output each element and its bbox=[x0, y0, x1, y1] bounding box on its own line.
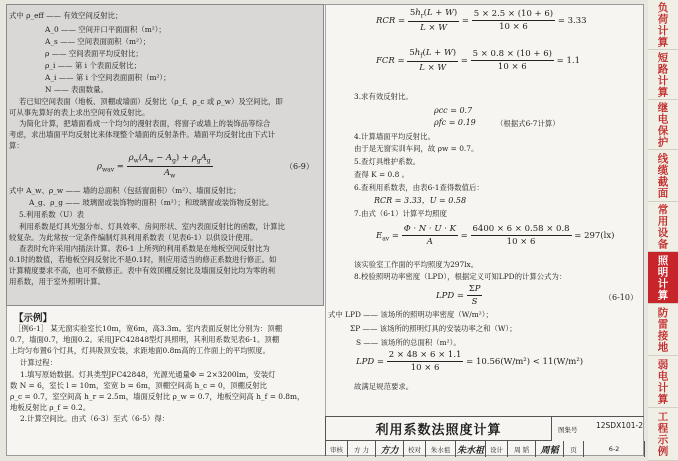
check-label: 校对 bbox=[404, 441, 426, 457]
atlas-label: 图集号 bbox=[558, 426, 578, 434]
text-line: ρ_i —— 第 i 个表面反射比； bbox=[45, 61, 142, 70]
review-label: 审核 bbox=[326, 441, 348, 457]
tab-relay-protection[interactable]: 继电保护 bbox=[648, 100, 678, 150]
side-tabs bbox=[648, 0, 678, 461]
text-line: 0.1时的数值，若地板空间反射比不是0.1时，则应用适当的修正系数进行修正。如 bbox=[9, 255, 277, 264]
text-line: N —— 表面数量。 bbox=[45, 85, 108, 94]
checker-signature: 朱水祖 bbox=[456, 441, 486, 457]
text-line: 上均匀布置6个灯具，灯具吸顶安装，求距地面0.8m高的工作面上的平均照度。 bbox=[10, 346, 270, 355]
definition-box bbox=[6, 4, 324, 306]
text-line: 算： bbox=[9, 141, 24, 150]
text-line: A_0 —— 空间开口平面面积（m²）； bbox=[45, 25, 166, 34]
equation-rcr: RCR = $\frac{5h_r(L + W)}{L \times W}$ = $\frac{5 \times 2.5 \times (10 + 6)}{10 \times 6}$ = 3.33 bbox=[376, 8, 587, 33]
equation-fcr: FCR = $\frac{5h_f(L + W)}{L \times W}$ = $\frac{5 \times 0.8 \times (10 + 6)}{10 \times 6}$ = 1.1 bbox=[376, 48, 581, 73]
text-line: 数 N = 6，室长 l = 10m，室宽 b = 6m，顶棚空间高 h_c = 0，顶棚反射比 bbox=[10, 381, 268, 390]
text-line: 由于是无窗实训车间，故 ρw = 0.7。 bbox=[354, 144, 479, 153]
text-line: 5.利用系数（U）表 bbox=[19, 210, 85, 219]
equation-lpd-def: LPD = $\frac{\Sigma P}{S}$ bbox=[436, 284, 481, 307]
text-line: 式中 A_w、ρ_w —— 墙的总面积（包括窗面积）（m²）、墙面反射比； bbox=[9, 186, 241, 195]
designer-signature: 周韬 bbox=[536, 441, 564, 457]
text-line: A_i —— 第 i 个空间表面面积（m²）； bbox=[45, 73, 171, 82]
text-line: A_s —— 空间表面面积（m²）； bbox=[45, 37, 151, 46]
text-line: 若已知空间表面（地板、顶棚或墙面）反射比（ρ_f、ρ_c 或 ρ_w）及空间比，即 bbox=[19, 97, 283, 106]
text-line: 5.查灯具维护系数。 bbox=[354, 157, 421, 166]
tab-project-example[interactable]: 工程示例 bbox=[648, 408, 678, 461]
title-block bbox=[325, 416, 644, 456]
text-line: 式中 ρ_eff —— 有效空间反射比； bbox=[9, 11, 123, 20]
page-number: 6-2 bbox=[584, 441, 645, 457]
text-line: ρ —— 空间表面平均反射比； bbox=[45, 49, 143, 58]
text-line: RCR = 3.33，U = 0.58 bbox=[374, 196, 467, 205]
text-line: 2.计算空间比。由式（6-3）至式（6-5）得： bbox=[20, 414, 170, 423]
text-line: S —— 该场所的总面积（m²）。 bbox=[356, 338, 461, 347]
text-line: 利用系数是灯具光强分布、灯具效率、房间形状、室内表面反射比的函数，计算比 bbox=[19, 222, 286, 231]
tab-lighting-calculation[interactable]: 照明计算 bbox=[648, 252, 678, 304]
text-line: 为简化计算，把墙面看成一个均匀的漫射表面，将窗子或墙上的装饰品等综合 bbox=[19, 119, 271, 128]
tab-short-circuit[interactable]: 短路计算 bbox=[648, 50, 678, 100]
tab-weak-current[interactable]: 弱电计算 bbox=[648, 356, 678, 408]
text-line: 考虑，求出墙面平均反射比来体现整个墙面的反射条件。墙面平均反射比由下式计 bbox=[9, 130, 276, 139]
tab-cable-section[interactable]: 线缆截面 bbox=[648, 150, 678, 202]
text-line: 计算精度要求不高，也可不做修正。表中有效顶棚反射比及墙面反射比均为零的利 bbox=[9, 266, 276, 275]
tab-load-calculation[interactable]: 负荷计算 bbox=[648, 0, 678, 50]
example-title: 【示例】 bbox=[14, 313, 53, 324]
text-line: 可从事先算好的表上求出空间有效反射比。 bbox=[9, 108, 150, 117]
page-label: 页 bbox=[564, 441, 584, 457]
text-line: 地板反射比 ρ_f = 0.2。 bbox=[10, 403, 91, 412]
left-column bbox=[6, 4, 324, 423]
text-line: 8.校验照明功率密度（LPD），根据定义可知LPD的计算公式为： bbox=[354, 272, 567, 281]
text-line: 6.查利用系数表，由表6-1查得数值后： bbox=[354, 183, 484, 192]
rho-fc-note: （根据式6-7计算） bbox=[496, 119, 560, 128]
signature-row bbox=[326, 441, 645, 457]
text-line: 该实验室工作面的平均照度为297lx。 bbox=[354, 260, 479, 269]
text-line: ρ_c = 0.7，室空间高 h_r = 2.5m，墙面反射比 ρ_w = 0.7，地板空间高 h_f = 0.8m， bbox=[10, 392, 305, 401]
checker-name: 朱水祖 bbox=[426, 441, 456, 457]
text-line: ［例6-1］ 某无窗实验室长10m，宽6m，高3.3m。室内表面反射比分别为：顶棚 bbox=[14, 324, 283, 333]
tab-lightning-grounding[interactable]: 防雷接地 bbox=[648, 304, 678, 356]
text-line: 7.由式（6-1）计算平均照度 bbox=[354, 209, 447, 218]
tab-common-equipment[interactable]: 常用设备 bbox=[648, 202, 678, 252]
page-title: 利用系数法照度计算 bbox=[326, 417, 552, 441]
atlas-number: 12SDX101-2 bbox=[596, 421, 644, 430]
equation-number: （6-10） bbox=[604, 293, 638, 302]
text-line: 3.求有效反射比。 bbox=[354, 92, 413, 101]
text-line: 较复杂。为此常按一定条件编制灯具利用系数表（见表6-1）以供设计使用。 bbox=[9, 233, 258, 242]
text-line: 故满足规范要求。 bbox=[354, 382, 414, 391]
reviewer-signature: 方力 bbox=[376, 441, 404, 457]
equation-wall-reflectance: $\rho_{wav}$ = $\frac{\rho_w(A_w - A_g) + \rho_gA_g}{A_w}$ bbox=[97, 153, 211, 180]
text-line: 用系数，用于室外照明计算。 bbox=[9, 277, 106, 286]
design-label: 设计 bbox=[486, 441, 508, 457]
reviewer-name: 方 力 bbox=[348, 441, 376, 457]
text-line: 查表时允许采用内插法计算。表6-1 上所列的利用系数是在地板空间反射比为 bbox=[19, 244, 270, 253]
equation-lpd-calc: LPD = $\frac{2 \times 48 \times 6 \times 1.1}{10 \times 6}$ = 10.56(W/m²) < 11(W/m²) bbox=[356, 350, 584, 373]
equation-number: （6-9） bbox=[285, 162, 314, 171]
text-line: 1.填写原始数据。灯具类型JFC42848，光源光通量Φ = 2×3200lm，安装灯 bbox=[20, 370, 276, 379]
text-line: 式中 LPD —— 该场所的照明功率密度（W/m²）； bbox=[328, 310, 493, 319]
right-column bbox=[326, 4, 644, 416]
text-line: 计算过程： bbox=[20, 358, 57, 367]
page-content bbox=[6, 4, 644, 423]
equation-eav: $E_{av}$ = $\frac{\Phi \cdot N \cdot U \cdot K}{A}$ = $\frac{6400 \times 6 \times 0.58 \times 0.8}{10 \times 6}$ = 297(lx) bbox=[376, 224, 615, 247]
designer-name: 周 韬 bbox=[508, 441, 536, 457]
text-line: A_g、ρ_g —— 玻璃窗或装饰物的面积（m²）；和玻璃窗或装饰物反射比。 bbox=[29, 198, 274, 207]
rho-fc: ρfc = 0.19 bbox=[434, 118, 476, 127]
text-line: 4.计算墙面平均反射比。 bbox=[354, 132, 435, 141]
text-line: 查得 K = 0.8 。 bbox=[354, 170, 410, 179]
rho-cc: ρcc = 0.7 bbox=[434, 106, 473, 115]
text-line: 0.7，墙面0.7，地面0.2。采用JFC42848型灯具照明，其利用系数见表6-1。顶棚 bbox=[10, 335, 280, 344]
text-line: ΣP —— 该场所的照明灯具的安装功率之和（W）； bbox=[350, 324, 517, 333]
